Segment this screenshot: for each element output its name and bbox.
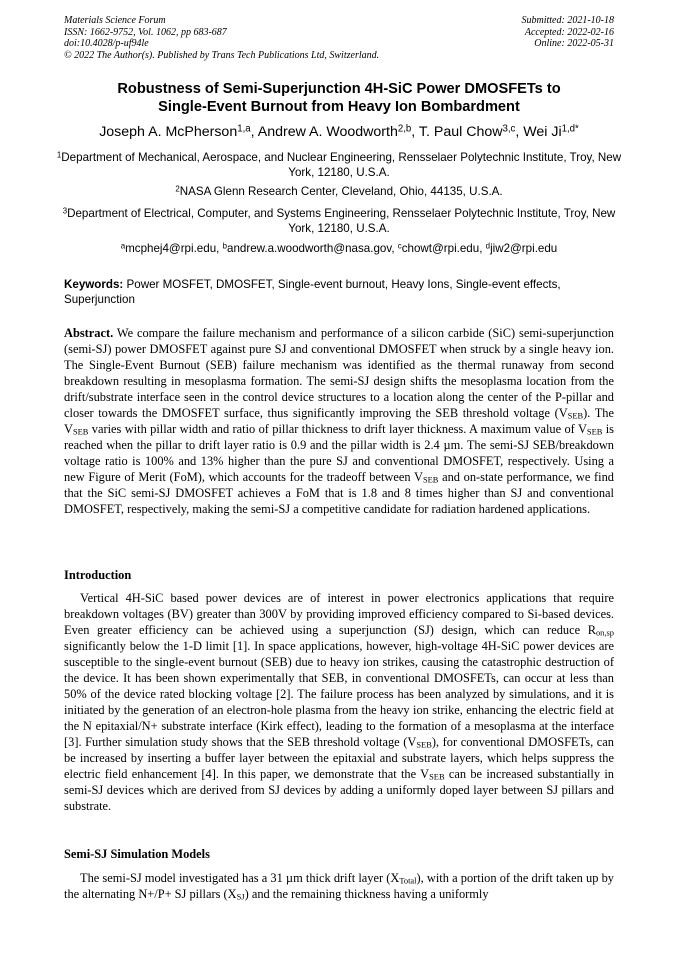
text-run: ) and the remaining thickness having a uniformly [244, 887, 489, 901]
journal-name: Materials Science Forum [64, 15, 166, 26]
email-address[interactable]: andrew.a.woodworth@nasa.gov [227, 242, 392, 255]
email-item[interactable] [486, 242, 558, 255]
keywords-text: Power MOSFET, DMOSFET, Single-event burnout, Heavy Ions, Single-event effects, Superjunction [64, 278, 561, 306]
paper-title [40, 80, 638, 116]
section-heading-semi-sj-models: Semi-SJ Simulation Models [64, 847, 210, 861]
semi-sj-paragraph [64, 870, 614, 902]
email-sep: , [216, 242, 223, 255]
author [419, 124, 523, 140]
text-run: ), for conventional DMOSFETs, can be increased by inserting a buffer layer between the epitaxial and substrate layers, which helps suppress the electric field enhancement [4]. In this paper, we demonstrate that the V [64, 735, 614, 781]
author-name: Wei Ji [523, 124, 562, 140]
author [258, 124, 419, 140]
author-sep: , [250, 124, 258, 140]
keywords [64, 278, 614, 307]
submitted-date: Submitted: 2021-10-18 [521, 15, 614, 26]
affiliation-number: 3 [62, 206, 68, 216]
affiliation-1 [55, 150, 623, 180]
accepted-date: Accepted: 2022-02-16 [524, 26, 614, 38]
introduction-paragraph [64, 590, 614, 814]
author-sup: 3,c [502, 123, 516, 135]
email-letter: d [485, 241, 491, 251]
text-run: ), with a portion of the drift taken up by the alternating N+/P+ SJ pillars (X [64, 871, 614, 901]
author-sep: , [515, 124, 524, 140]
text-run: significantly below the 1-D limit [1]. In space applications, however, high-voltage 4H-SiC power devices are susceptible to the single-event burnout (SEB) due to heavy ion strikes, causing the catastrophic destruction of the device. It has been shown experimentally that SEB, in conventional DMOSFETs, can occur at less than 50% of the device rated blocking voltage [2]. The failure process has been analyzed by simulations, and it is initiated by the generation of an electron-hole plasma from the heavy ion strike, enhancing the electric field at the N epitaxial/N+ substrate interface (Kirk effect), leading to the formation of a mesoplasma at the interface [3]. Further simulation study shows that the SEB threshold voltage (V [64, 639, 614, 749]
email-letter: a [120, 241, 126, 251]
affiliation-number: 2 [175, 184, 180, 194]
email-address[interactable]: jiw2@rpi.edu [490, 242, 558, 255]
author-name: Joseph A. McPherson [99, 124, 238, 140]
email-sep: , [391, 242, 398, 255]
text-run: can be increased substantially in semi-SJ devices which are derived from SJ devices by adding a uniformly doped layer between SJ pillars and substrate. [64, 767, 614, 813]
email-address[interactable]: mcphej4@rpi.edu [125, 242, 217, 255]
email-letter: b [222, 241, 227, 251]
subscript: SJ [236, 891, 245, 902]
email-list [55, 241, 623, 256]
journal-header-left [64, 15, 379, 61]
author [523, 124, 579, 140]
affiliation-text: Department of Mechanical, Aerospace, and Nuclear Engineering, Rensselaer Polytechnic Institute, Troy, New York, 12180, U.S.A. [61, 151, 622, 179]
subscript: SEB [422, 474, 439, 485]
author-list [20, 123, 658, 141]
affiliation-3 [55, 206, 623, 236]
text-run: ). The V [64, 406, 614, 436]
text-run: The semi-SJ model investigated has a 31 µm thick drift layer (X [80, 871, 400, 885]
subscript: on,sp [595, 627, 614, 638]
email-address[interactable]: chowt@rpi.edu [401, 242, 480, 255]
affiliation-text: Department of Electrical, Computer, and Systems Engineering, Rensselaer Polytechnic Institute, Troy, New York, 12180, U.S.A. [67, 207, 616, 235]
issn-line: ISSN: 1662-9752, Vol. 1062, pp 683-687 [64, 26, 227, 38]
doi-line: doi:10.4028/p-uf94le [64, 38, 149, 49]
author-sup: 1,a [237, 123, 251, 135]
author [99, 124, 258, 140]
text-run: We compare the failure mechanism and performance of a silicon carbide (SiC) semi-superjunction (semi-SJ) power DMOSFET against pure SJ and conventional DMOSFET when struck by a single heavy ion. The Single-Event Burnout (SEB) failure mechanism was identified as the thermal runaway from second breakdown resulting in mesoplasma formation. The semi-SJ design shifts the mesoplasma location from the drift/substrate interface seen in the control device structures to a location along the center of the P-pillar and closer towards the DMOSFET surface, thus significantly improving the SEB threshold voltage (V [64, 326, 614, 420]
email-sep: , [479, 242, 486, 255]
copyright-line: © 2022 The Author(s). Published by Trans Tech Publications Ltd, Switzerland. [64, 49, 380, 61]
author-name: T. Paul Chow [418, 124, 503, 140]
abstract [64, 325, 614, 517]
text-run: is reached when the pillar to drift layer ratio is 0.9 and the pillar width is 2.4 µm. The semi-SJ SEB/breakdown voltage ratio is 100% and 13% higher than the pure SJ and conventional DMOSFET, respectively. Using a new Figure of Merit (FoM), which accounts for the tradeoff between V [64, 422, 614, 484]
title-line-1: Robustness of Semi-Superjunction 4H-SiC Power DMOSFETs to [117, 81, 561, 97]
subscript: SEB [567, 410, 584, 421]
section-heading-introduction: Introduction [64, 568, 132, 582]
text-run: and on-state performance, we find that the SiC semi-SJ DMOSFET achieves a FoM that is 1.8 and 8 times higher than SJ and conventional DMOSFET, respectively, making the semi-SJ a competitive candidate for radiation hardened applications. [64, 470, 614, 516]
online-date: Online: 2022-05-31 [534, 38, 614, 49]
affiliation-text: NASA Glenn Research Center, Cleveland, Ohio, 44135, U.S.A. [179, 185, 503, 198]
text-run: varies with pillar width and ratio of pillar thickness to drift layer thickness. A maximum value of V [88, 422, 587, 436]
abstract-body [64, 326, 614, 516]
email-item[interactable] [121, 242, 216, 255]
author-sup: 1,d* [561, 123, 579, 135]
subscript: SEB [72, 426, 89, 437]
journal-header-right [522, 15, 615, 50]
author-sup: 2,b [397, 123, 412, 135]
email-item[interactable] [398, 242, 479, 255]
subscript: SEB [429, 771, 445, 782]
text-run: Vertical 4H-SiC based power devices are of interest in power electronics applications that require breakdown voltages (BV) greater than 300V by providing improved efficiency compared to Si-based devices. Even greater efficiency can be achieved using a superjunction (SJ) design, which can reduce R [64, 591, 614, 637]
subscript: Total [399, 875, 417, 886]
keywords-label: Keywords: [64, 278, 124, 291]
email-item[interactable] [223, 242, 392, 255]
subscript: SEB [586, 426, 603, 437]
author-name: Andrew A. Woodworth [257, 124, 398, 140]
author-sep: , [411, 124, 419, 140]
affiliation-2 [55, 184, 623, 199]
abstract-label: Abstract. [64, 326, 114, 340]
subscript: SEB [416, 739, 432, 750]
affiliation-number: 1 [56, 150, 62, 160]
title-line-2: Single-Event Burnout from Heavy Ion Bombardment [158, 99, 520, 115]
email-letter: c [397, 241, 402, 251]
